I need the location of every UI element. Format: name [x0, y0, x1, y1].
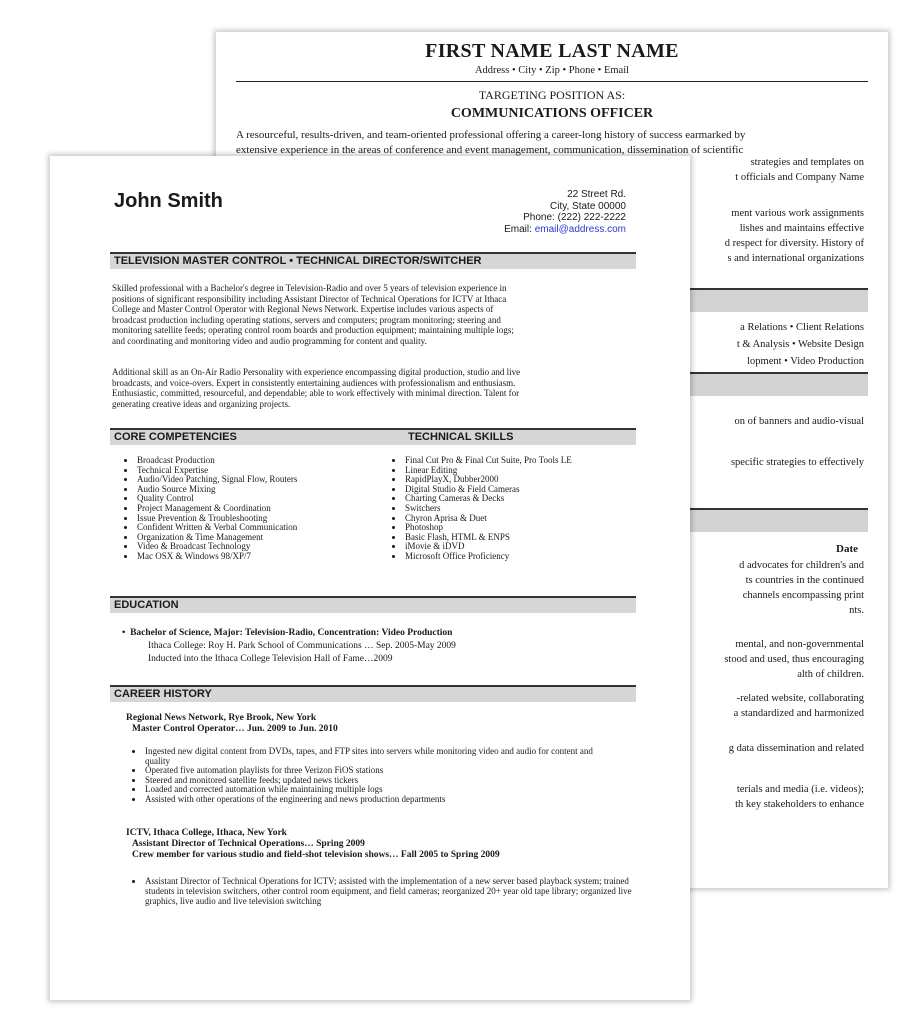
list-item: • Assisted with other operations of the engineering and news production departments	[144, 795, 614, 805]
list-item: • Loaded and corrected automation while maintaining multiple logs	[144, 785, 614, 795]
technical-skills-title: TECHNICAL SKILLS	[408, 431, 514, 443]
list-item: • Audio/Video Patching, Signal Flow, Routers	[136, 475, 297, 485]
email-link[interactable]: email@address.com	[534, 223, 626, 235]
back-text-fragment: lopment • Video Production	[747, 356, 864, 367]
back-divider	[236, 81, 868, 82]
list-item: • Chyron Aprisa & Duet	[404, 514, 572, 524]
back-text-fragment: d advocates for children's and	[739, 560, 864, 571]
back-text-fragment: s and international organizations	[727, 253, 864, 264]
phone-line: Phone: (222) 222-2222	[523, 212, 626, 223]
back-text-fragment: channels encompassing print	[742, 590, 864, 601]
job-title: Crew member for various studio and field-shot television shows… Fall 2005 to Spring 2009	[132, 849, 500, 860]
additional-skills-paragraph	[112, 367, 632, 409]
back-text-fragment: stood and used, thus encouraging	[724, 654, 864, 665]
list-item: • Mac OSX & Windows 98/XP/7	[136, 552, 297, 562]
job-duties-list	[130, 876, 644, 907]
job-title: Assistant Director of Technical Operations… Spring 2009	[132, 838, 365, 849]
back-text-fragment: specific strategies to effectively	[730, 457, 864, 468]
back-text-fragment: alth of children.	[797, 669, 864, 680]
list-item: • Video & Broadcast Technology	[136, 542, 297, 552]
career-history-title: CAREER HISTORY	[114, 688, 212, 700]
job-employer: Regional News Network, Rye Brook, New York	[126, 713, 317, 723]
back-text-fragment: g data dissemination and related	[728, 743, 864, 754]
summary-line: broadcast production including operating stations, servers and computers; program monitoring; steering and	[112, 314, 501, 325]
list-item: • Photoshop	[404, 523, 572, 533]
back-text-fragment: th key stakeholders to enhance	[735, 799, 864, 810]
resume-name: John Smith	[114, 190, 223, 212]
list-item: • Charting Cameras & Decks	[404, 494, 572, 504]
list-item: • Audio Source Mixing	[136, 485, 297, 495]
list-item: • iMovie & iDVD	[404, 542, 572, 552]
back-text-fragment: a standardized and harmonized	[733, 708, 864, 719]
education-degree	[122, 628, 452, 638]
back-position-title: COMMUNICATIONS OFFICER	[450, 106, 654, 121]
back-text-fragment: terials and media (i.e. videos);	[736, 784, 864, 795]
summary-line: positions of significant responsibility including Assistant Director of Technical Operations for ICTV at Ithaca	[112, 293, 507, 304]
summary-paragraph	[112, 283, 632, 347]
education-title: EDUCATION	[114, 599, 179, 611]
back-intro	[236, 128, 868, 158]
back-intro-line: A resourceful, results-driven, and team-oriented professional offering a career-long history of success earmarked by	[236, 129, 746, 141]
list-item: • Issue Prevention & Troubleshooting	[136, 514, 297, 524]
address-line: 22 Street Rd.	[567, 189, 626, 200]
list-item: • Assistant Director of Technical Operations for ICTV; assisted with the implementation of a new server based playback system; trained students in television switchers, other control room equipment, and field cameras; reorganized 20+ year old tape library; organized live graphics, live audio and live television switching	[144, 876, 644, 907]
list-item: • Linear Editing	[404, 466, 572, 476]
back-name: FIRST NAME LAST NAME	[425, 40, 679, 62]
list-item: • Ingested new digital content from DVDs, tapes, and FTP sites into servers while monitoring video and audio for content and quality	[144, 747, 614, 766]
back-text-fragment: -related website, collaborating	[736, 693, 864, 704]
job-header	[126, 828, 500, 860]
core-competencies-title: CORE COMPETENCIES	[114, 431, 237, 443]
education-bar	[110, 596, 636, 613]
email-label: Email:	[504, 223, 532, 235]
list-item: • RapidPlayX, Dubber2000	[404, 475, 572, 485]
summary-line: and coordinating and monitoring video and audio programming for content and quality.	[112, 335, 427, 346]
back-text-fragment: mental, and non-governmental	[735, 639, 864, 650]
list-item: • Switchers	[404, 504, 572, 514]
list-item: • Project Management & Coordination	[136, 504, 297, 514]
back-text-fragment: t officials and Company Name	[735, 172, 864, 183]
education-college: Ithaca College: Roy H. Park School of Communications … Sep. 2005-May 2009	[148, 641, 456, 651]
list-item: • Microsoft Office Proficiency	[404, 552, 572, 562]
job-employer: ICTV, Ithaca College, Ithaca, New York	[126, 828, 287, 838]
list-item: • Basic Flash, HTML & ENPS	[404, 533, 572, 543]
back-text-fragment: on of banners and audio-visual	[734, 416, 864, 427]
list-item: • Digital Studio & Field Cameras	[404, 485, 572, 495]
job-duties-list	[130, 747, 614, 805]
competencies-skills-bar	[110, 428, 636, 445]
list-item: • Confident Written & Verbal Communication	[136, 523, 297, 533]
list-item: • Operated five automation playlists for three Verizon FiOS stations	[144, 766, 614, 776]
summary-line: Enthusiastic, committed, resourceful, and dependable; able to work effectively with minimal direction. Talent for	[112, 388, 520, 399]
back-text-fragment: d respect for diversity. History of	[724, 238, 864, 249]
job-header	[126, 713, 338, 734]
summary-line: broadcasts, and voice-overs. Expert in consistently entertaining audiences with professionalism and enthusiasm.	[112, 377, 516, 388]
summary-line: College and Master Control Operator with Regional News Network. Expertise includes various aspects of	[112, 304, 494, 315]
education-honor: Inducted into the Ithaca College Television Hall of Fame…2009	[148, 654, 393, 664]
email-line	[504, 224, 626, 236]
technical-skills-list	[390, 456, 572, 562]
summary-line: generating creative ideas and organizing projects.	[112, 398, 291, 409]
list-item: • Final Cut Pro & Final Cut Suite, Pro Tools LE	[404, 456, 572, 466]
job-title: Master Control Operator… Jun. 2009 to Jun. 2010	[132, 723, 338, 734]
back-contact: Address • City • Zip • Phone • Email	[474, 65, 630, 76]
list-item: • Technical Expertise	[136, 466, 297, 476]
back-date-label: Date	[836, 543, 858, 555]
degree-text: Bachelor of Science, Major: Television-Radio, Concentration: Video Production	[130, 628, 453, 638]
front-resume-page	[50, 156, 690, 1000]
bullet-icon: •	[122, 628, 131, 638]
core-competencies-list	[122, 456, 297, 562]
summary-line: Additional skill as an On-Air Radio Personality with experience encompassing digital production, studio and live	[112, 367, 521, 377]
list-item: • Quality Control	[136, 494, 297, 504]
back-intro-line: extensive experience in the areas of conference and event management, communication, dissemination of scientific	[236, 144, 744, 156]
summary-line: monitoring satellite feeds; operating control room boards and production equipment; maintaining multiple logs;	[112, 325, 514, 336]
contact-block	[504, 189, 626, 235]
summary-line: Skilled professional with a Bachelor's degree in Television-Radio and over 5 years of television experience in	[112, 283, 507, 293]
back-text-fragment: a Relations • Client Relations	[740, 322, 864, 333]
back-targeting-label: TARGETING POSITION AS:	[478, 88, 626, 102]
back-text-fragment: t & Analysis • Website Design	[736, 339, 864, 350]
headline-bar	[110, 252, 636, 269]
back-text-fragment: strategies and templates on	[750, 157, 864, 168]
back-text-fragment: nts.	[849, 605, 864, 616]
list-item: • Broadcast Production	[136, 456, 297, 466]
back-text-fragment: lishes and maintains effective	[739, 223, 864, 234]
career-history-bar	[110, 685, 636, 702]
list-item: • Organization & Time Management	[136, 533, 297, 543]
city-line: City, State 00000	[550, 200, 626, 212]
list-item: • Steered and monitored satellite feeds; updated news tickers	[144, 776, 614, 786]
headline-title: TELEVISION MASTER CONTROL • TECHNICAL DIRECTOR/SWITCHER	[114, 255, 482, 267]
back-text-fragment: ment various work assignments	[731, 208, 864, 219]
back-text-fragment: ts countries in the continued	[745, 575, 864, 586]
